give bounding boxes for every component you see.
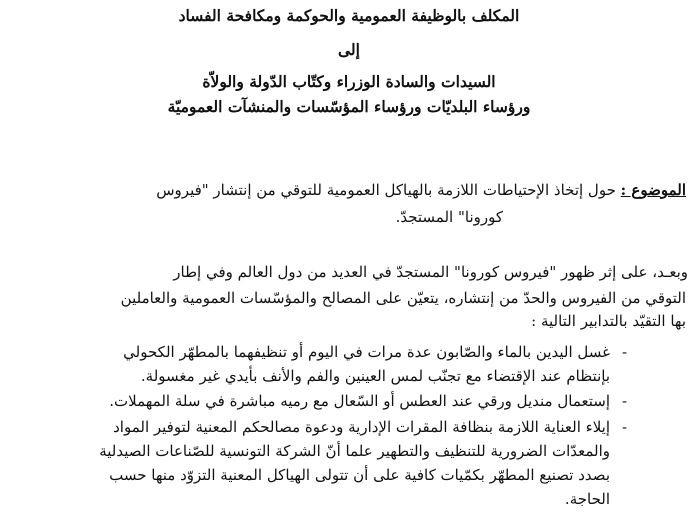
intro-line-2: التوقي من الفيروس والحدّ من إنتشاره، يتعيّن على المصالح والمؤسّسات العمومية والعاملين: [120, 289, 686, 307]
header-recipients-line-1: السيدات والسادة الوزراء وكتّاب الدّولة والولاّة: [202, 72, 496, 91]
measure-2-line-1: إستعمال منديل ورقي عند العطس أو السّعال مع رميه مباشرة في سلة المهملات.: [109, 392, 610, 410]
subject-line-1: [156, 181, 686, 199]
measure-3-line-4: الحاجة.: [564, 490, 610, 508]
measure-3-line-2: والمعدّات الضرورية للتنظيف والتطهير علما أنّ الشركة التونسية للصّناعات الصيدلية: [99, 442, 610, 460]
subject-text-1: حول إتخاذ الإحتياطات اللازمة بالهياكل العمومية للتوقي من إنتشار "فيروس: [156, 181, 616, 199]
measure-3-line-3: بصدد تصنيع المطهّر بكمّيات كافية على أن تتولى الهياكل المعنية التزوّد منها حسب: [109, 466, 610, 484]
bullet-3: -: [622, 418, 628, 436]
intro-line-1: وبعـد، على إثر ظهور "فيروس كورونا" المستجدّ في العديد من دول العالم وفي إطار: [173, 263, 688, 281]
measure-3-line-1: إيلاء العناية اللازمة بنظافة المقرات الإدارية ودعوة مصالحكم المعنية لتوفير المواد: [113, 418, 610, 436]
subject-label: الموضوع :: [620, 181, 686, 199]
subject-line-2: كورونا" المستجدّ.: [395, 208, 503, 226]
bullet-2: -: [622, 392, 628, 410]
measure-1-line-1: غسل اليدين بالماء والصّابون عدة مرات في اليوم أو تنظيفهما بالمطهّر الكحولي: [123, 343, 610, 361]
header-to: إلى: [338, 40, 360, 59]
header-ministry-line: المكلف بالوظيفة العمومية والحوكمة ومكافحة الفساد: [178, 6, 520, 25]
intro-line-3: بها التقيّد بالتدابير التالية :: [531, 312, 686, 330]
header-recipients-line-2: ورؤساء البلديّات ورؤساء المؤسّسات والمنشآت العموميّة: [167, 97, 531, 116]
measure-1-line-2: بإنتظام عند الإقتضاء مع تجنّب لمس العينين والفم والأنف بأيدي غير مغسولة.: [140, 367, 610, 385]
bullet-1: -: [622, 343, 628, 361]
